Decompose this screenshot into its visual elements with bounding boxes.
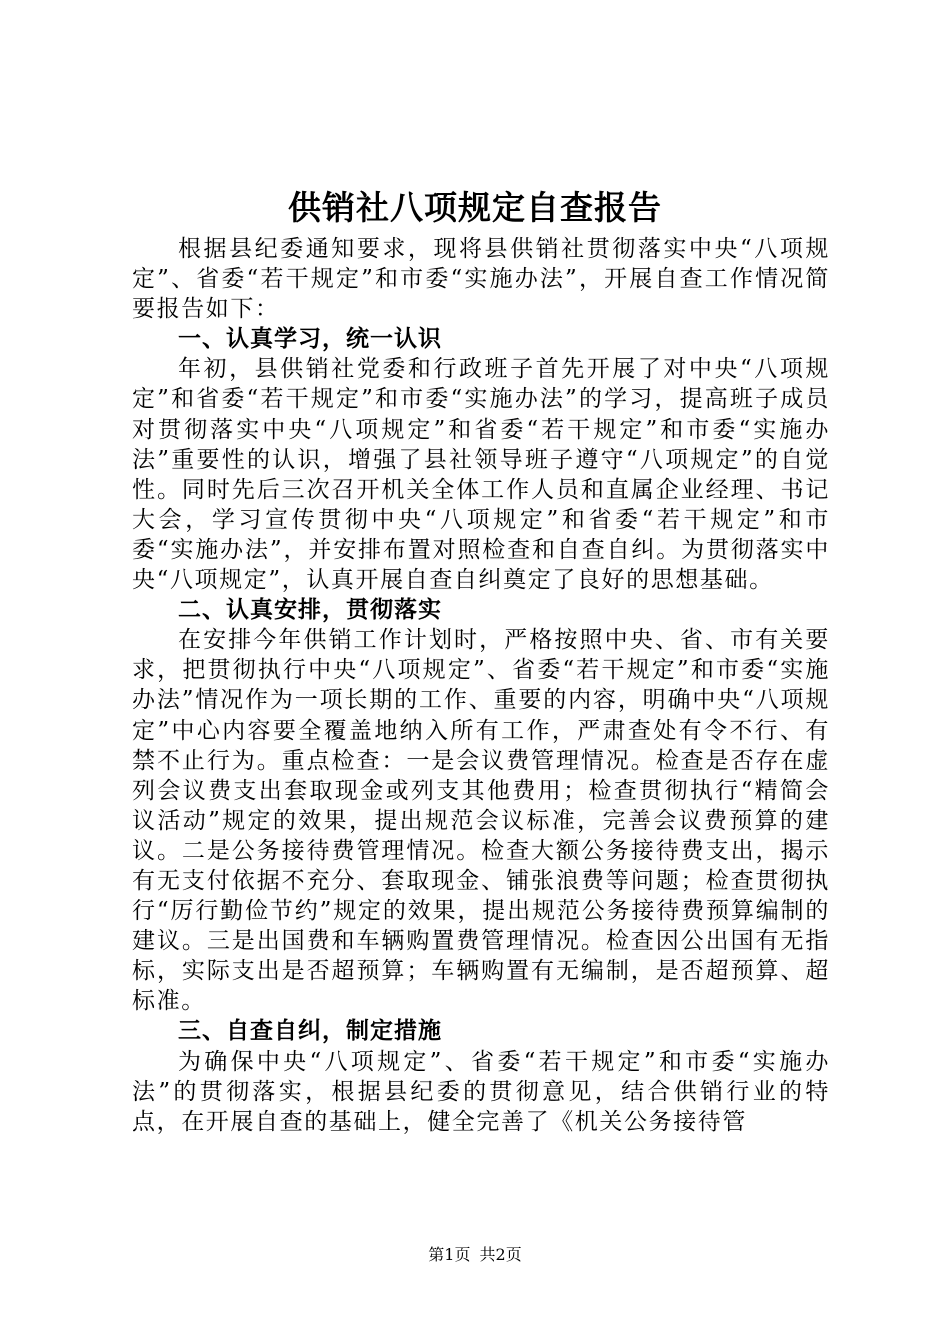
section-heading-1: 一、认真学习，统一认识 xyxy=(178,326,442,353)
document-title: 供销社八项规定自查报告 xyxy=(288,188,662,227)
page-number: 第1页 xyxy=(428,1245,471,1264)
section-paragraph-1: 年初，县供销社党委和行政班子首先开展了对中央“八项规定”和省委“若干规定”和市委“实施办法”的学习，提高班子成员对贯彻落实中央“八项规定”和省委“若干规定”和市委“实施办法”重要性的认识，增强了县社领导班子遵守“八项规定”的自觉性。同时先后三次召开机关全体工作人员和直属企业经理、书记大会，学习宣传贯彻中央“八项规定”和省委“若干规定”和市委“实施办法”，并安排布置对照检查和自查自纠。为贯彻落实中央“八项规定”，认真开展自查自纠奠定了良好的思想基础。 xyxy=(132,356,830,594)
page-total: 共2页 xyxy=(479,1245,522,1264)
intro-paragraph: 根据县纪委通知要求，现将县供销社贯彻落实中央“八项规定”、省委“若干规定”和市委“实施办法”，开展自查工作情况简要报告如下： xyxy=(132,236,830,323)
document-body xyxy=(132,234,830,1137)
section-heading-3: 三、自查自纠，制定措施 xyxy=(178,1018,442,1045)
section-paragraph-2: 在安排今年供销工作计划时，严格按照中央、省、市有关要求，把贯彻执行中央“八项规定”、省委“若干规定”和市委“实施办法”情况作为一项长期的工作、重要的内容，明确中央“八项规定”中心内容要全覆盖地纳入所有工作，严肃查处有令不行、有禁不止行为。重点检查：一是会议费管理情况。检查是否存在虚列会议费支出套取现金或列支其他费用；检查贯彻执行“精简会议活动”规定的效果，提出规范会议标准，完善会议费预算的建议。二是公务接待费管理情况。检查大额公务接待费支出，揭示有无支付依据不充分、套取现金、铺张浪费等问题；检查贯彻执行“厉行勤俭节约”规定的效果，提出规范公务接待费预算编制的建议。三是出国费和车辆购置费管理情况。检查因公出国有无指标，实际支出是否超预算；车辆购置有无编制，是否超预算、超标准。 xyxy=(132,627,830,1015)
section-heading-2: 二、认真安排，贯彻落实 xyxy=(178,597,442,624)
page-footer xyxy=(0,1243,950,1267)
section-paragraph-3: 为确保中央“八项规定”、省委“若干规定”和市委“实施办法”的贯彻落实，根据县纪委的贯彻意见，结合供销行业的特点，在开展自查的基础上，健全完善了《机关公务接待管 xyxy=(132,1048,830,1135)
